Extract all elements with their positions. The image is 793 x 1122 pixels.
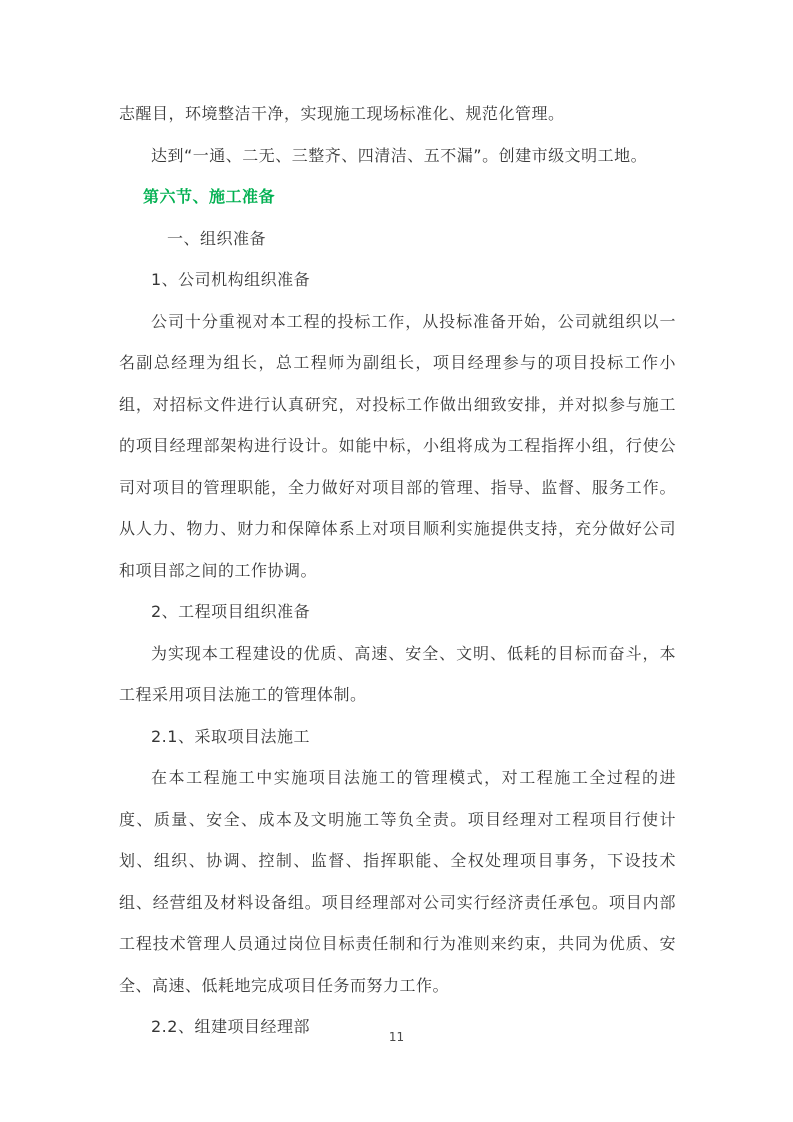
paragraph-continuation: 志醒目，环境整洁干净，实现施工现场标准化、规范化管理。 [119,104,565,123]
document-body [119,93,676,1048]
paragraph-company-org-preparation: 公司十分重视对本工程的投标工作，从投标准备开始，公司就组织以一名副总经理为组长，总工程师为副组长，项目经理参与的项目投标工作小组，对招标文件进行认真研究，对投标工作做出细致安排，并对拟参与施工的项目经理部架构进行设计。如能中标，小组将成为工程指挥小组，行使公司对项目的管理职能，全力做好对项目部的管理、指导、监督、服务工作。从人力、物力、财力和保障体系上对项目顺利实施提供支持，充分做好公司和项目部之间的工作协调。 [119,311,676,580]
subheading-organization-preparation: 一、组织准备 [167,228,267,248]
subheading-project-method: 2.1、采取项目法施工 [151,726,310,746]
paragraph-civilized-site-goal: 达到“一通、二无、三整齐、四清洁、五不漏”。创建市级文明工地。 [151,145,648,165]
section-heading-construction-preparation: 第六节、施工准备 [143,187,276,206]
paragraph-project-org-preparation: 为实现本工程建设的优质、高速、安全、文明、低耗的目标而奋斗，本工程采用项目法施工的管理体制。 [119,643,676,704]
paragraph-project-method: 在本工程施工中实施项目法施工的管理模式，对工程施工全过程的进度、质量、安全、成本及文明施工等负全责。项目经理对工程项目行使计划、组织、协调、控制、监督、指挥职能、全权处理项目事务，下设技术组、经营组及材料设备组。项目经理部对公司实行经济责任承包。项目内部工程技术管理人员通过岗位目标责任制和行为准则来约束，共同为优质、安全、高速、低耗地完成项目任务而努力工作。 [119,768,676,995]
subheading-company-org-preparation: 1、公司机构组织准备 [151,270,311,289]
page-number: 11 [388,1030,405,1044]
subheading-project-manager-dept: 2.2、组建项目经理部 [151,1017,310,1036]
subheading-project-org-preparation: 2、工程项目组织准备 [151,602,311,621]
